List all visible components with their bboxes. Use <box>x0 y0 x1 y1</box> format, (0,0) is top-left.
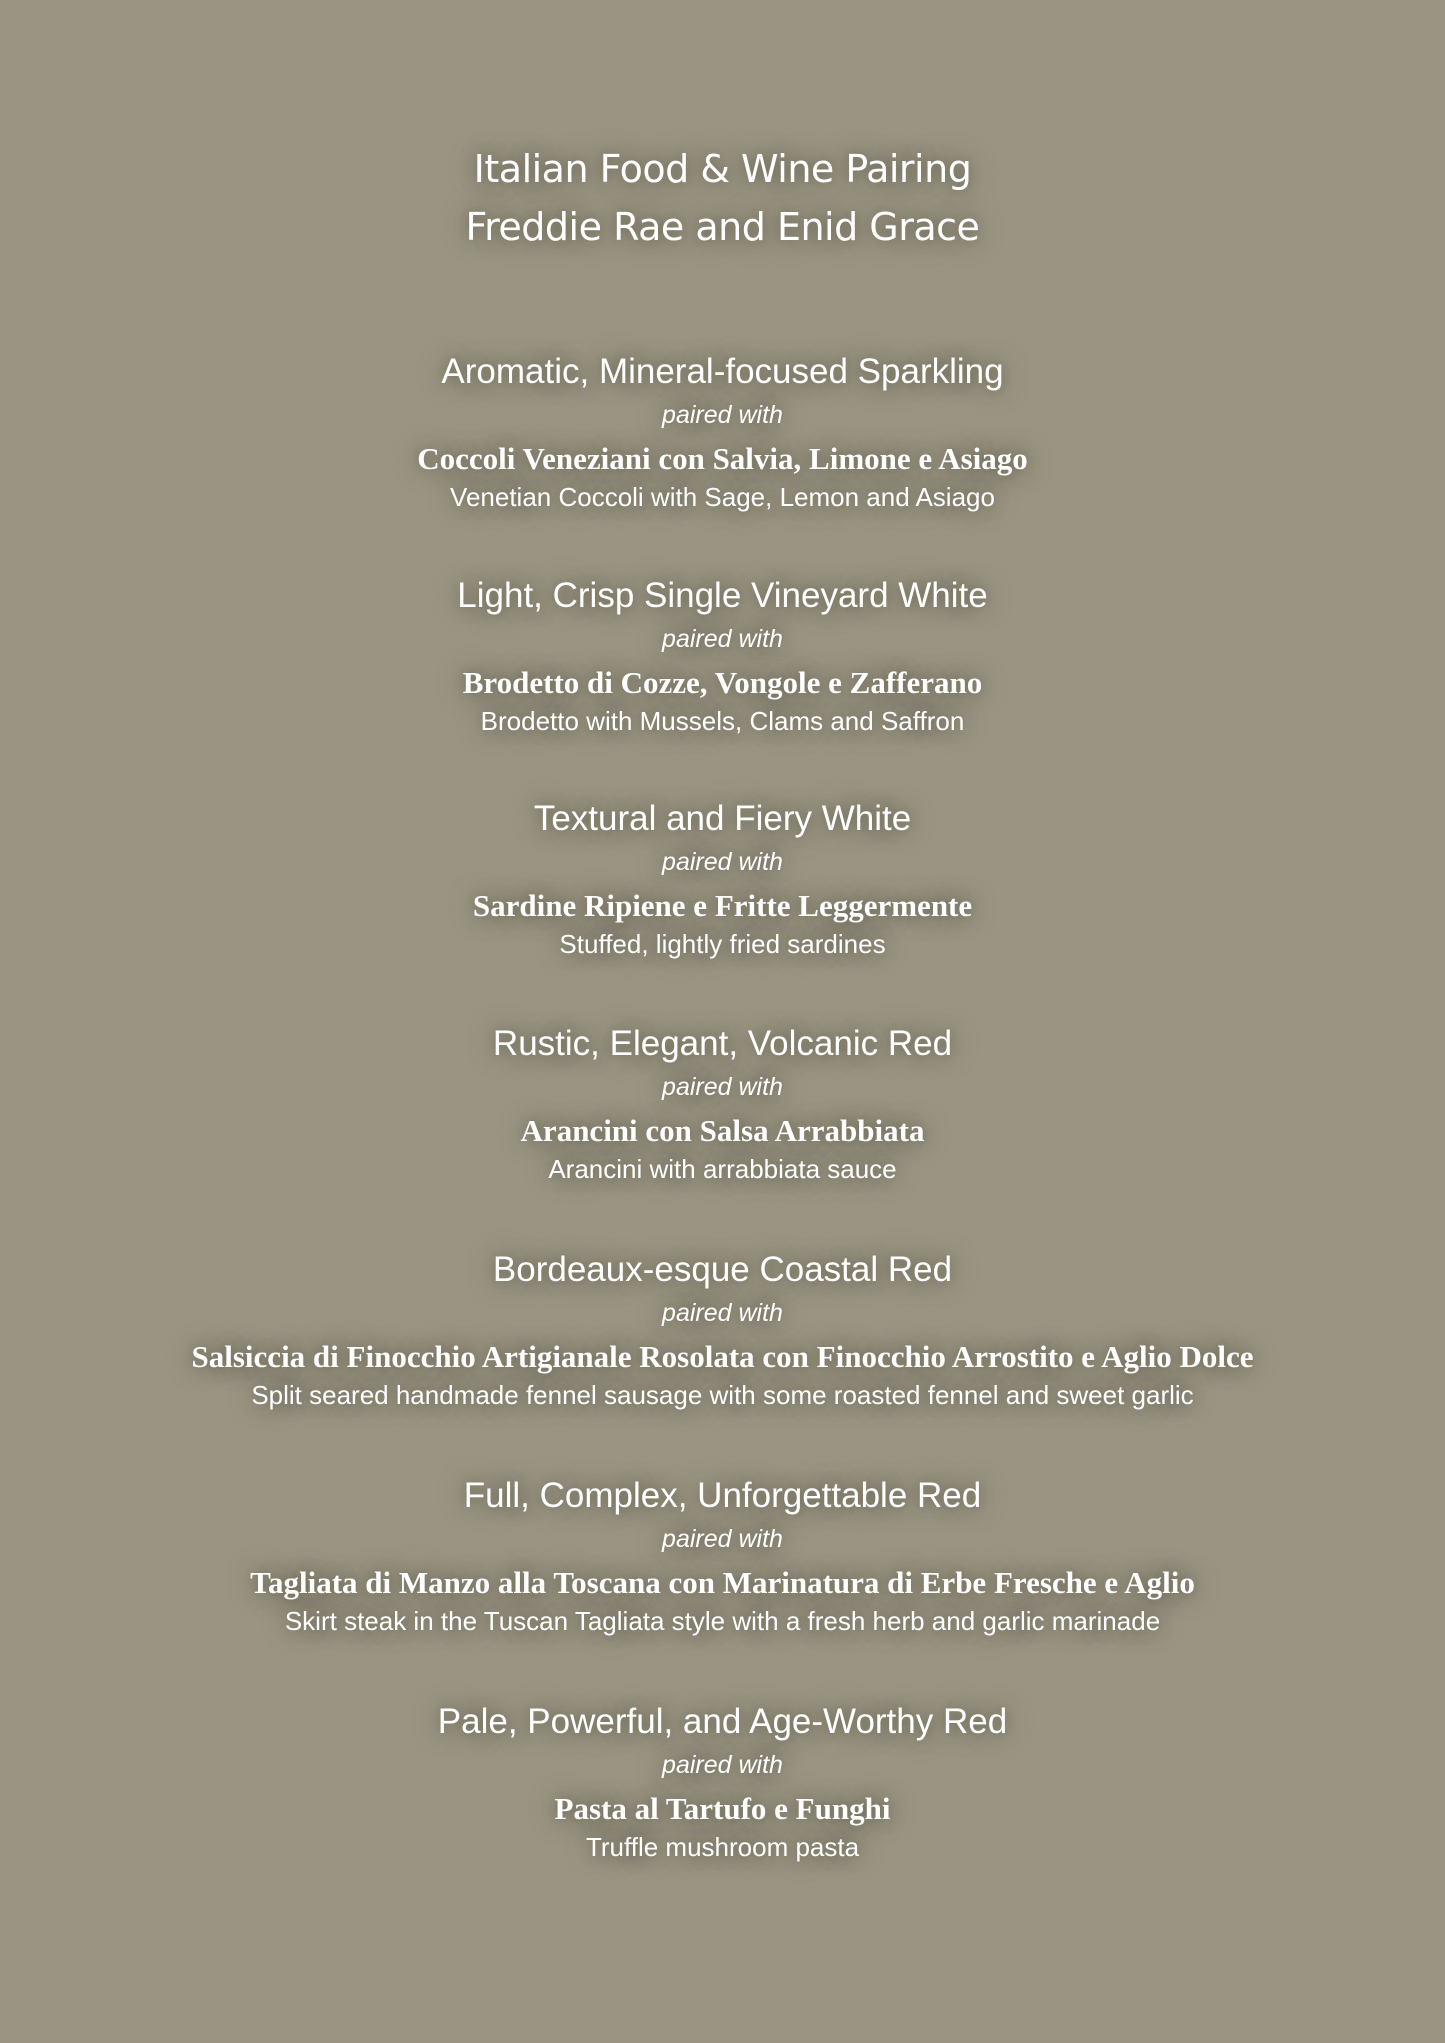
course-5 <box>0 1248 1445 1412</box>
dish-english: Stuffed, lightly fried sardines <box>559 929 886 959</box>
paired-with-label: paired with <box>662 1751 783 1779</box>
wine-style: Rustic, Elegant, Volcanic Red <box>492 1024 953 1063</box>
course-3 <box>0 797 1445 961</box>
course-6 <box>0 1474 1445 1638</box>
wine-style: Pale, Powerful, and Age-Worthy Red <box>437 1702 1008 1741</box>
dish-italian: Salsiccia di Finocchio Artigianale Rosolata con Finocchio Arrostito e Aglio Dolce <box>191 1339 1254 1374</box>
dish-english: Venetian Coccoli with Sage, Lemon and Asiago <box>450 482 995 512</box>
dish-english: Brodetto with Mussels, Clams and Saffron <box>480 706 965 736</box>
dish-italian: Coccoli Veneziani con Salvia, Limone e Asiago <box>417 441 1028 476</box>
dish-english: Arancini with arrabbiata sauce <box>548 1154 897 1184</box>
dish-english: Split seared handmade fennel sausage with some roasted fennel and sweet garlic <box>251 1380 1194 1410</box>
wine-style: Textural and Fiery White <box>533 799 912 838</box>
menu-hosts: Freddie Rae and Enid Grace <box>465 205 980 249</box>
menu-header <box>0 140 1445 256</box>
paired-with-label: paired with <box>662 1525 783 1553</box>
paired-with-label: paired with <box>662 848 783 876</box>
paired-with-label: paired with <box>662 401 783 429</box>
dish-italian: Sardine Ripiene e Fritte Leggermente <box>472 888 973 923</box>
dish-english: Skirt steak in the Tuscan Tagliata style with a fresh herb and garlic marinade <box>284 1606 1161 1636</box>
course-2 <box>0 574 1445 738</box>
paired-with-label: paired with <box>662 1073 783 1101</box>
wine-style: Full, Complex, Unforgettable Red <box>463 1476 982 1515</box>
wine-style: Aromatic, Mineral-focused Sparkling <box>441 352 1004 391</box>
dish-italian: Brodetto di Cozze, Vongole e Zafferano <box>462 665 983 700</box>
course-4 <box>0 1022 1445 1186</box>
dish-italian: Pasta al Tartufo e Funghi <box>554 1791 891 1826</box>
wine-style: Light, Crisp Single Vineyard White <box>457 576 988 615</box>
dish-italian: Arancini con Salsa Arrabbiata <box>520 1113 925 1148</box>
dish-english: Truffle mushroom pasta <box>585 1832 860 1862</box>
dish-italian: Tagliata di Manzo alla Toscana con Marinatura di Erbe Fresche e Aglio <box>250 1565 1195 1600</box>
paired-with-label: paired with <box>662 1299 783 1327</box>
course-1 <box>0 350 1445 514</box>
paired-with-label: paired with <box>662 625 783 653</box>
menu-title: Italian Food & Wine Pairing <box>473 147 972 191</box>
course-7 <box>0 1700 1445 1864</box>
wine-style: Bordeaux-esque Coastal Red <box>492 1250 953 1289</box>
